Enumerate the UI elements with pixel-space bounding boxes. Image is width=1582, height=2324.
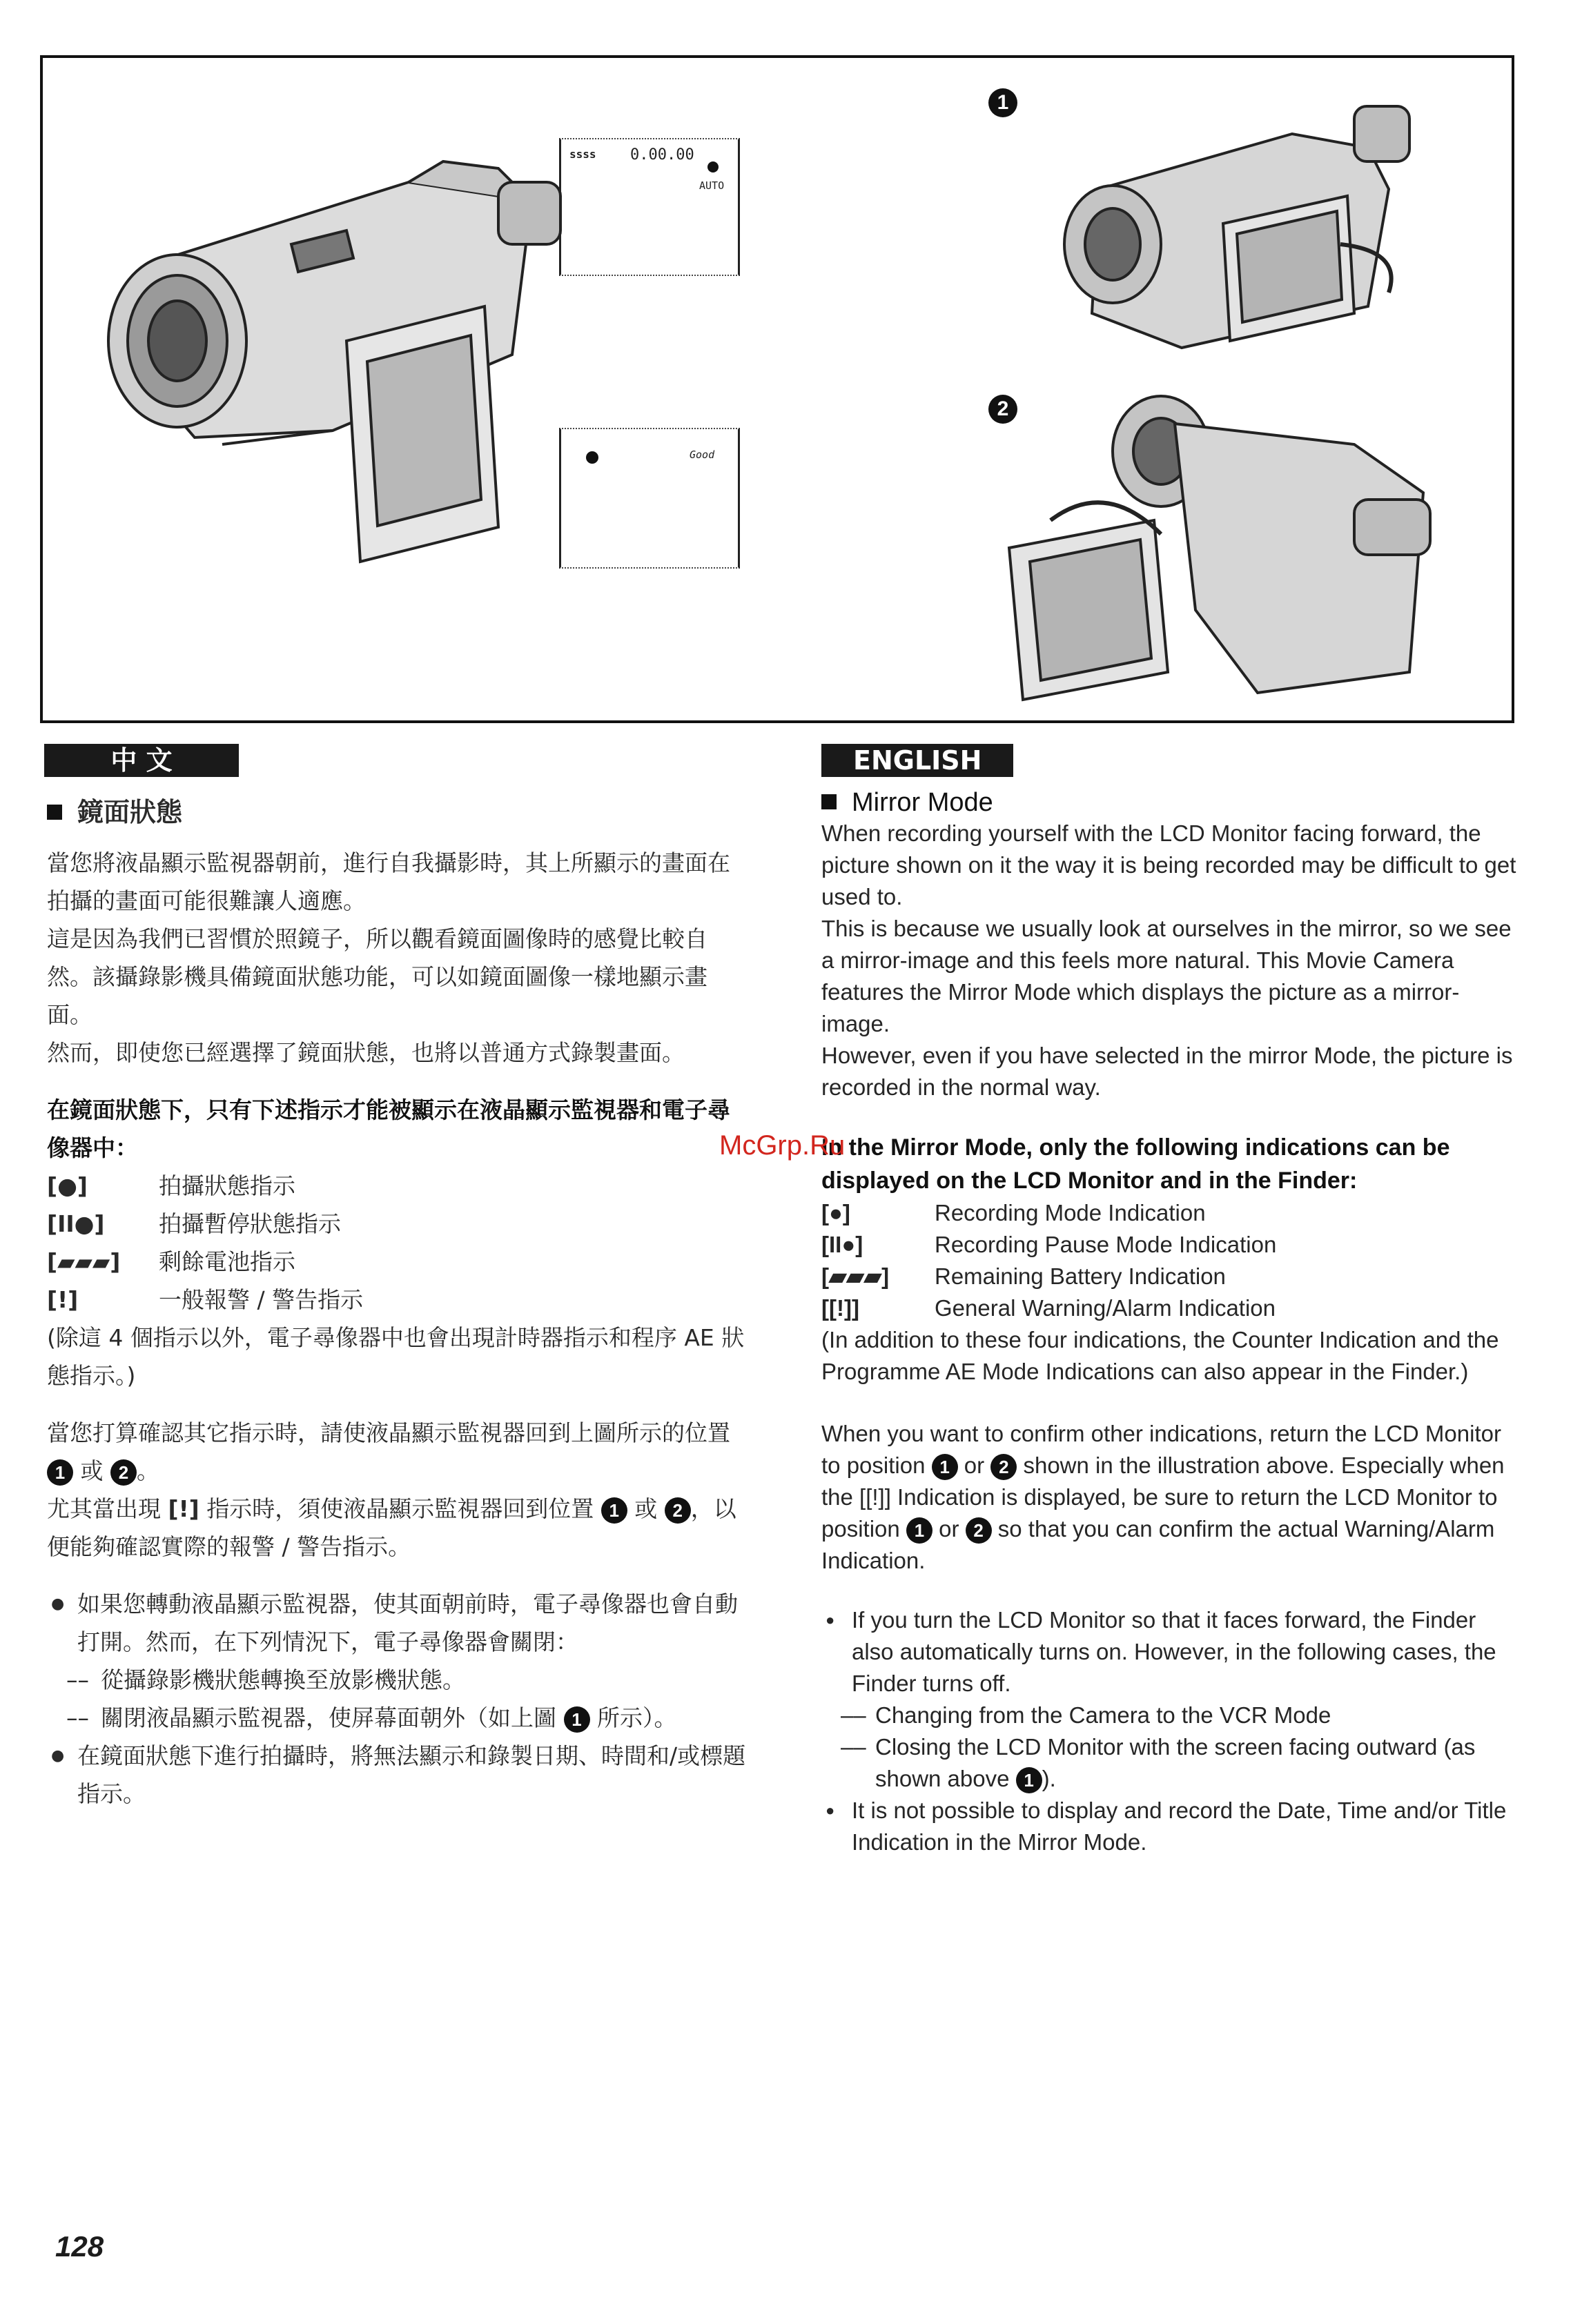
record-dot-icon [707,161,719,173]
camcorder-illustration-forward [1044,86,1472,362]
chinese-para-1: 當您將液晶顯示監視器朝前，進行自我攝影時，其上所顯示的畫面在拍攝的畫面可能很難讓人適應。 [47,849,730,914]
chinese-para-2: 這是因為我們已習慣於照鏡子，所以觀看鏡面圖像時的感覺比較自然。該攝錄影機具備鏡面狀態功能，可以如鏡面圖像一樣地顯示畫面。 [47,925,707,1028]
chinese-column [47,791,751,1813]
list-item [47,1205,751,1243]
indication-symbol: [II●] [821,1232,863,1257]
circle-1-icon: 1 [1016,1767,1042,1793]
or-text: 或 [80,1457,104,1484]
english-bold-intro: In the Mirror Mode, only the following indications can be displayed on the LCD Monitor and in the Finder: [821,1134,1450,1194]
indication-label: 拍攝暫停狀態指示 [159,1210,341,1237]
osd-screen-bottom [559,428,740,569]
chinese-heading-text: 鏡面狀態 [77,797,183,827]
circle-2-icon: 2 [665,1497,691,1524]
confirm-text: so that you can confirm the actual Warning/Alarm Indication. [821,1516,1495,1573]
english-bullet-1-sub-1: –– Changing from the Camera to the VCR Mode [821,1700,1518,1731]
confirm-text: When you want to confirm other indications, return the LCD Monitor to position [821,1421,1501,1478]
sub-text: 關閉液晶顯示監視器，使屏幕面朝外（如上圖 [101,1704,556,1731]
chinese-bold-intro: 在鏡面狀態下，只有下述指示才能被顯示在液晶顯示監視器和電子尋像器中： [47,1096,730,1161]
list-item [821,1292,1518,1324]
callout-2: 2 [988,395,1017,424]
indication-symbol: [●] [47,1172,88,1199]
or-text: 或 [634,1495,658,1522]
confirm-text: 尤其當出現 [47,1495,161,1522]
chinese-confirm-1 [47,1414,751,1490]
list-item [821,1229,1518,1261]
english-language-tab [821,744,1013,777]
square-bullet-icon [821,794,837,809]
indication-symbol: [[!]] [821,1295,859,1321]
english-column [821,788,1518,1858]
english-bullet-1-sub-2 [821,1731,1518,1795]
indication-symbol: [▰▰▰] [47,1248,121,1275]
record-dot-icon [586,451,598,464]
auto-mode-label: AUTO [699,179,725,192]
watermark: McGrp.Ru [719,1130,846,1161]
circle-1-icon: 1 [932,1454,958,1480]
indication-label: Remaining Battery Indication [935,1263,1226,1289]
confirm-text: 指示時，須使液晶顯示監視器回到位置 [206,1495,594,1522]
chinese-confirm-2 [47,1490,751,1566]
circle-1-icon: 1 [906,1517,932,1544]
list-item [47,1281,751,1319]
english-bullet-1: ● If you turn the LCD Monitor so that it faces forward, the Finder also automatically turns on. However, in the following cases, the Finder turns off. [821,1604,1518,1700]
counter-time: 0.00.00 [630,146,694,164]
or-text: or [964,1452,985,1478]
circle-2-icon: 2 [110,1459,137,1486]
sub-text: Closing the LCD Monitor with the screen facing outward (as shown above [875,1734,1476,1791]
chinese-bullet-2: ● 在鏡面狀態下進行拍攝時，將無法顯示和錄製日期、時間和/或標題指示。 [47,1737,751,1813]
english-note: (In addition to these four indications, the Counter Indication and the Programme AE Mode Indications can also appear in the Finder.) [821,1327,1499,1384]
chinese-bullet-1-sub-2 [47,1699,751,1737]
good-icon: Good [690,449,715,461]
english-language-label: ENGLISH [853,745,982,776]
english-indication-list [821,1197,1518,1324]
indication-label: 拍攝狀態指示 [159,1172,295,1199]
list-item [821,1197,1518,1229]
callout-1: 1 [988,88,1017,117]
indication-label: 剩餘電池指示 [159,1248,295,1275]
indication-symbol: [●] [821,1200,850,1225]
sub-text: 所示）。 [597,1704,677,1731]
warning-indication-symbol: [!] [168,1495,199,1522]
chinese-note: (除這 4 個指示以外，電子尋像器中也會出現計時器指示和程序 AE 狀態指示。) [47,1324,745,1389]
english-heading [821,788,1518,818]
english-heading-text: Mirror Mode [852,788,993,817]
indication-label: 一般報警 / 警告指示 [159,1286,364,1313]
chinese-language-label: 中 文 [110,745,173,776]
chinese-language-tab [44,744,239,777]
illustration-frame [40,55,1514,723]
circle-1-icon: 1 [47,1459,73,1486]
indication-label: General Warning/Alarm Indication [935,1295,1276,1321]
english-para-2: This is because we usually look at ourselves in the mirror, so we see a mirror-image and this feels more natural. This Movie Camera features the Mirror Mode which displays the picture as a mirror-image. [821,916,1512,1036]
english-bullet-2: ● It is not possible to display and record the Date, Time and/or Title Indication in the Mirror Mode. [821,1795,1518,1858]
indication-symbol: [II●] [47,1210,105,1237]
list-item [47,1243,751,1281]
camcorder-illustration-main [84,141,581,569]
circle-2-icon: 2 [966,1517,992,1544]
square-bullet-icon [47,805,62,820]
indication-symbol: [!] [47,1286,79,1313]
chinese-heading [47,791,751,829]
page-number: 128 [55,2230,104,2263]
circle-1-icon: 1 [564,1706,590,1733]
indication-label: Recording Mode Indication [935,1200,1206,1225]
counter-icon: ssss [569,148,596,161]
english-para-3: However, even if you have selected in the mirror Mode, the picture is recorded in the normal way. [821,1043,1513,1100]
circle-1-icon: 1 [601,1497,627,1524]
osd-screen-top [559,138,740,276]
chinese-para-3: 然而，即使您已經選擇了鏡面狀態，也將以普通方式錄製畫面。 [47,1039,685,1066]
english-confirm [821,1418,1518,1577]
period-text: 。 [137,1457,159,1484]
camcorder-illustration-mirror [968,382,1465,713]
indication-label: Recording Pause Mode Indication [935,1232,1277,1257]
or-text: or [939,1516,959,1542]
sub-text: ). [1042,1766,1056,1791]
confirm-text: 當您打算確認其它指示時，請使液晶顯示監視器回到上圖所示的位置 [47,1419,730,1446]
list-item [47,1167,751,1205]
confirm-text: ，以便能夠確認實際的報警 / 警告指示。 [47,1495,736,1560]
confirm-text: shown in the illustration above. Especially when the [[!]] Indication is displayed, be sure to return the LCD Monitor to position [821,1452,1505,1542]
chinese-indication-list [47,1167,751,1319]
english-para-1: When recording yourself with the LCD Monitor facing forward, the picture shown on it the way it is being recorded may be difficult to get used to. [821,820,1516,909]
chinese-bullet-1-sub-1: –– 從攝錄影機狀態轉換至放影機狀態。 [47,1661,751,1699]
indication-symbol: [▰▰▰] [821,1263,890,1289]
circle-2-icon: 2 [990,1454,1017,1480]
list-item [821,1261,1518,1292]
chinese-bullet-1: ● 如果您轉動液晶顯示監視器，使其面朝前時，電子尋像器也會自動打開。然而，在下列情況下，電子尋像器會關閉： [47,1585,751,1661]
